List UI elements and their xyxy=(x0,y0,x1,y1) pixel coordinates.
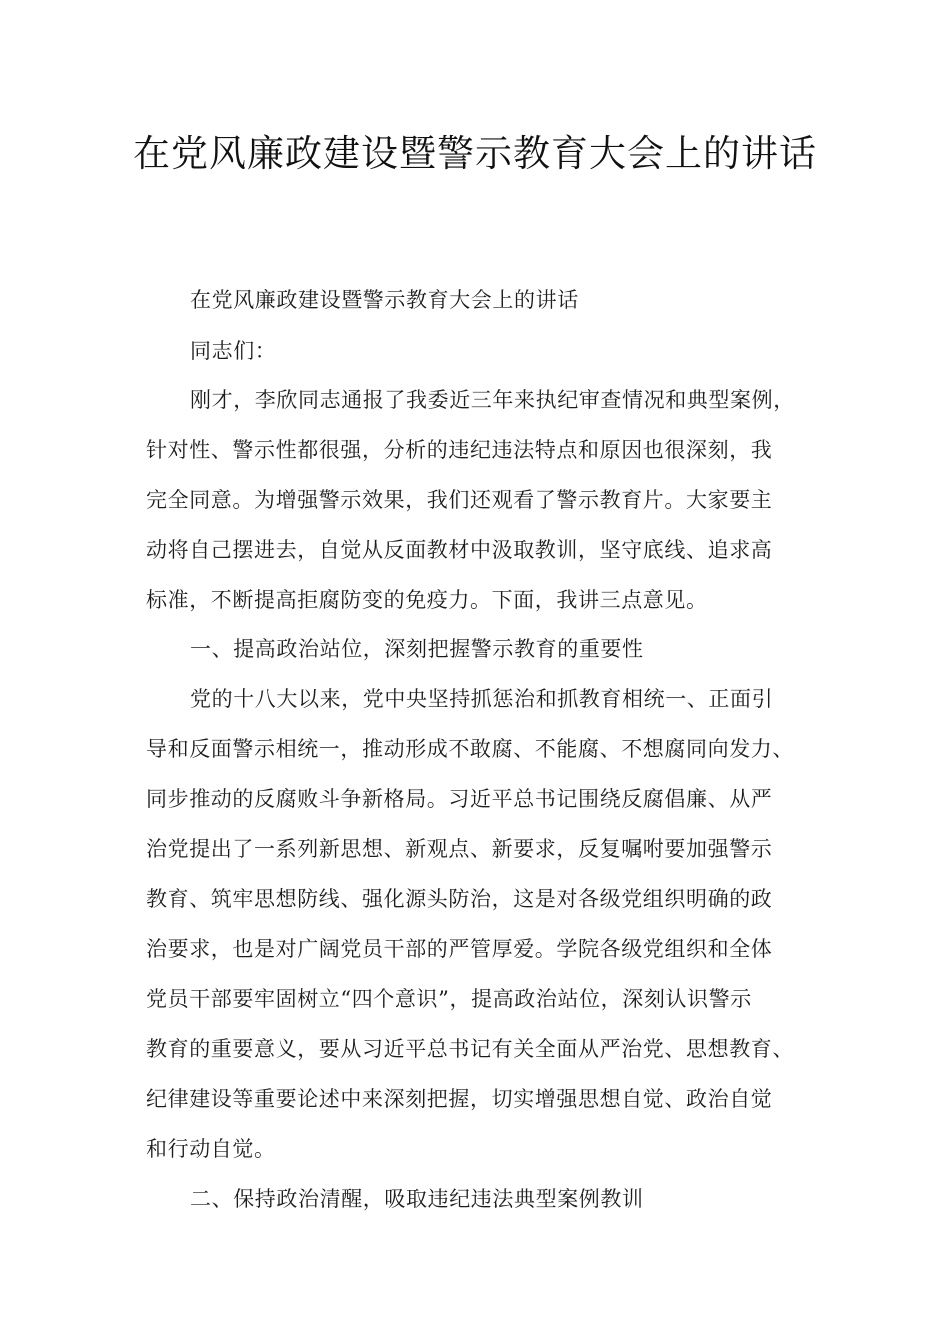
section-heading: 一、提高政治站位，深刻把握警示教育的重要性 xyxy=(190,637,644,661)
paragraph-line: 和行动自觉。 xyxy=(146,1137,276,1161)
paragraph-line: 纪律建设等重要论述中来深刻把握，切实增强思想自觉、政治自觉 xyxy=(146,1087,773,1111)
paragraph-line: 党的十八大以来，党中央坚持抓惩治和抓教育相统一、正面引 xyxy=(190,687,774,711)
subtitle-line: 在党风廉政建设暨警示教育大会上的讲话 xyxy=(190,288,579,312)
section-heading: 二、保持政治清醒，吸取违纪违法典型案例教训 xyxy=(190,1187,644,1211)
paragraph-line: 完全同意。为增强警示效果，我们还观看了警示教育片。大家要主 xyxy=(146,488,773,512)
paragraph-line: 同步推动的反腐败斗争新格局。习近平总书记围绕反腐倡廉、从严 xyxy=(146,787,773,811)
paragraph-line: 治要求，也是对广阔党员干部的严管厚爱。学院各级党组织和全体 xyxy=(146,937,773,961)
paragraph-line: 动将自己摆进去，自觉从反面教材中汲取教训，坚守底线、追求高 xyxy=(146,538,773,562)
paragraph-line: 治党提出了一系列新思想、新观点、新要求，反复嘱咐要加强警示 xyxy=(146,837,773,861)
paragraph-line: 刚才，李欣同志通报了我委近三年来执纪审查情况和典型案例， xyxy=(190,388,795,412)
paragraph-line: 标准，不断提高拒腐防变的免疫力。下面，我讲三点意见。 xyxy=(146,588,708,612)
paragraph-line: 教育的重要意义，要从习近平总书记有关全面从严治党、思想教育、 xyxy=(146,1037,794,1061)
document-title: 在党风廉政建设暨警示教育大会上的讲话 xyxy=(133,132,817,175)
paragraph-line: 党员干部要牢固树立“四个意识”，提高政治站位，深刻认识警示 xyxy=(146,987,752,1011)
paragraph-line: 导和反面警示相统一，推动形成不敢腐、不能腐、不想腐同向发力、 xyxy=(146,737,794,761)
salutation-line: 同志们： xyxy=(190,339,277,363)
paragraph-line: 教育、筑牢思想防线、强化源头防治，这是对各级党组织明确的政 xyxy=(146,887,773,911)
paragraph-line: 针对性、警示性都很强，分析的违纪违法特点和原因也很深刻，我 xyxy=(146,438,773,462)
